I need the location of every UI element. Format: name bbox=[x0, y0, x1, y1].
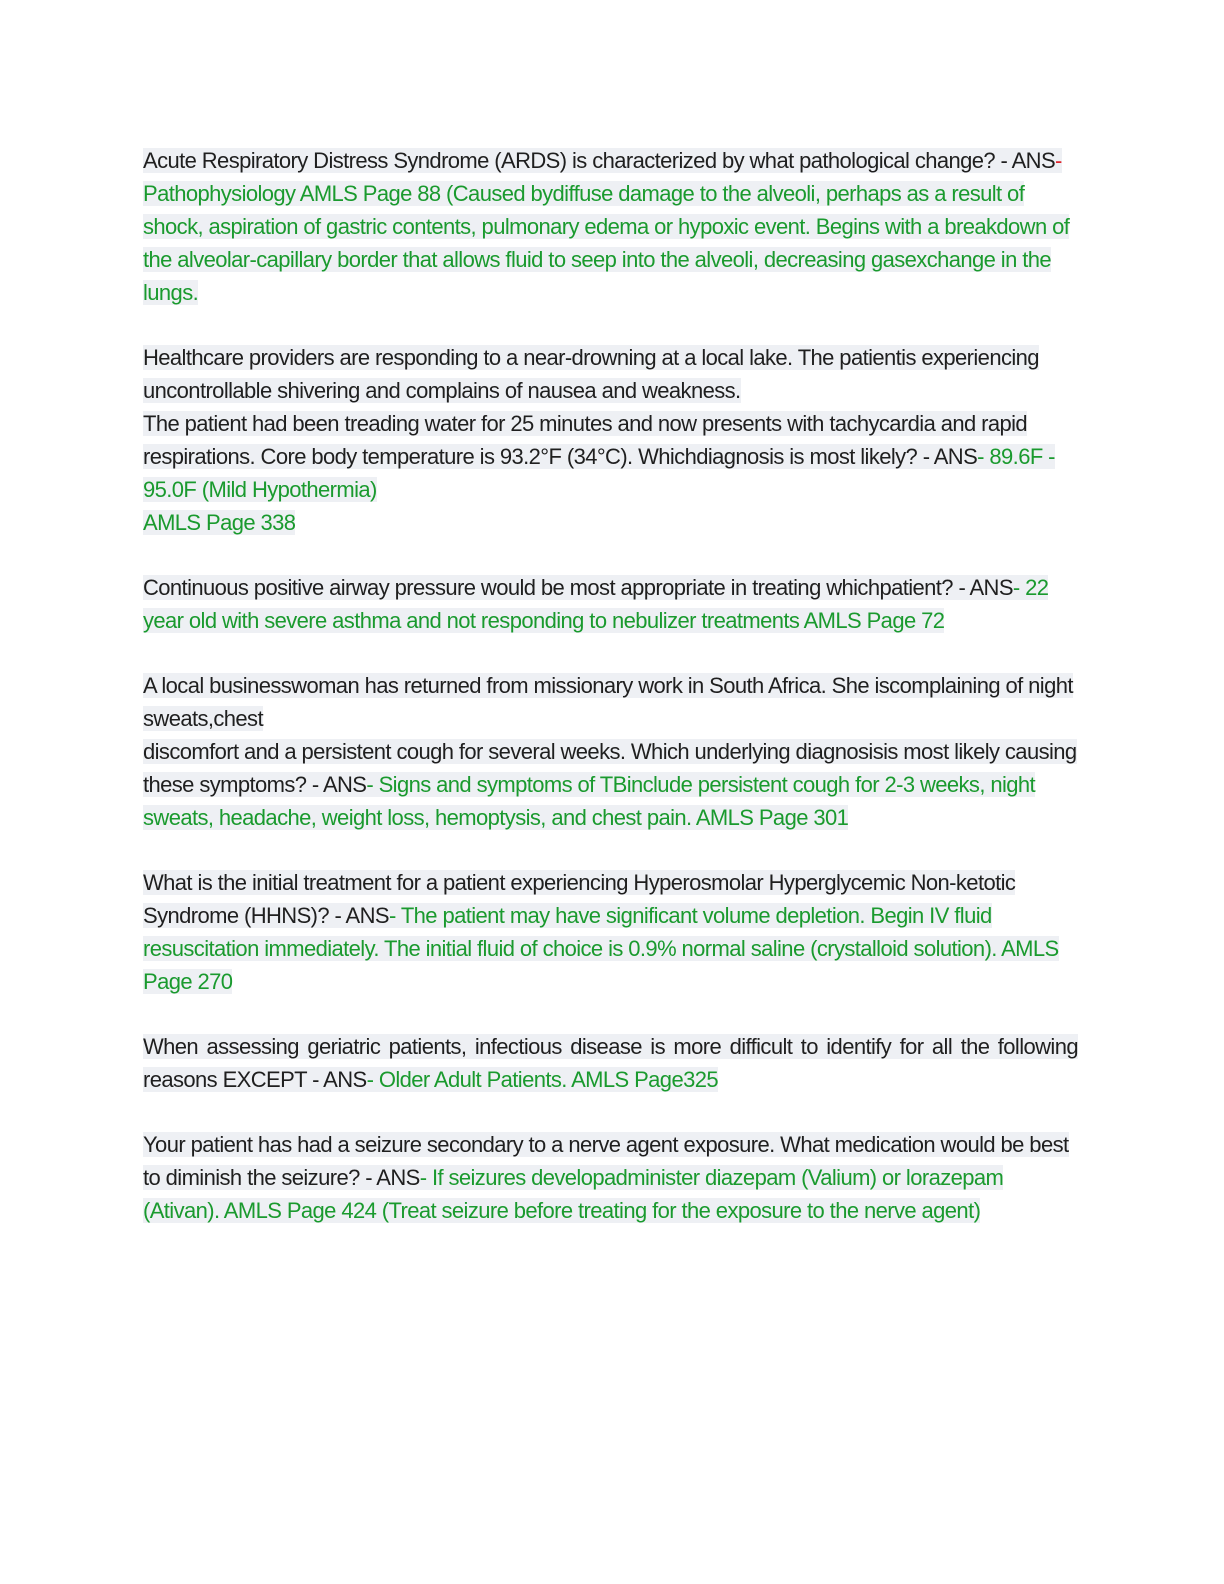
answer-text: - Older Adult Patients. AMLS Page325 bbox=[366, 1067, 718, 1092]
question-text: The patient had been treading water for 25 minutes and now presents with tachycardia and rapid respirations. Core body temperature is 93.2°F (34°C). Whichdiagnosis is most likely? - ANS bbox=[143, 411, 1028, 469]
question-text: A local businesswoman has returned from missionary work in South Africa. She iscomplaining of night sweats,chest bbox=[143, 673, 1073, 731]
answer-text: Pathophysiology AMLS Page 88 (Caused bydiffuse damage to the alveoli, perhaps as a result of shock, aspiration of gastric contents, pulmonary edema or hypoxic event. Begins with a breakdown of the alveolar-capillary border that allows fluid to seep into the alveoli, decreasing gasexchange in the lungs. bbox=[143, 181, 1070, 305]
answer-dash: - bbox=[1055, 148, 1062, 173]
question-text: Your patient has had a seizure secondary to a nerve agent exposure. What medication would be best to diminish the seizure? - ANS bbox=[143, 1132, 1069, 1190]
qa-item-nerve-agent bbox=[143, 1128, 1078, 1227]
answer-text: - Signs and symptoms of TBinclude persistent cough for 2-3 weeks, night sweats, headache, weight loss, hemoptysis, and chest pain. AMLS Page 301 bbox=[143, 772, 1036, 830]
qa-item-cpap bbox=[143, 571, 1078, 637]
question-text: When assessing geriatric patients, infectious disease is more difficult to identify for all the following reasons EXCEPT - ANS bbox=[143, 1034, 1078, 1092]
question-text: What is the initial treatment for a patient experiencing Hyperosmolar Hyperglycemic Non-ketotic Syndrome (HHNS)? - ANS bbox=[143, 870, 1016, 928]
qa-item-tb bbox=[143, 669, 1078, 834]
qa-item-geriatric bbox=[143, 1030, 1078, 1096]
qa-list bbox=[143, 144, 1078, 1259]
question-text: Continuous positive airway pressure would be most appropriate in treating whichpatient? - ANS bbox=[143, 575, 1013, 600]
qa-item-ards bbox=[143, 144, 1078, 309]
answer-text: - If seizures developadminister diazepam (Valium) or lorazepam (Ativan). AMLS Page 424 (Treat seizure before treating for the exposure to the nerve agent) bbox=[143, 1165, 1004, 1223]
answer-text: - 22 year old with severe asthma and not responding to nebulizer treatments AMLS Page 72 bbox=[143, 575, 1049, 633]
question-text: Healthcare providers are responding to a near-drowning at a local lake. The patientis experiencing uncontrollable shivering and complains of nausea and weakness. bbox=[143, 345, 1039, 403]
answer-text: - The patient may have significant volume depletion. Begin IV fluid resuscitation immediately. The initial fluid of choice is 0.9% normal saline (crystalloid solution). AMLS Page 270 bbox=[143, 903, 1059, 994]
question-text: discomfort and a persistent cough for several weeks. Which underlying diagnosisis most likely causing these symptoms? - ANS bbox=[143, 739, 1077, 797]
answer-reference: AMLS Page 338 bbox=[143, 510, 296, 535]
question-text: Acute Respiratory Distress Syndrome (ARDS) is characterized by what pathological change? - ANS bbox=[143, 148, 1056, 173]
answer-text: - 89.6F - 95.0F (Mild Hypothermia) bbox=[143, 444, 1055, 502]
qa-item-hypothermia bbox=[143, 341, 1078, 539]
qa-item-hhns bbox=[143, 866, 1078, 998]
